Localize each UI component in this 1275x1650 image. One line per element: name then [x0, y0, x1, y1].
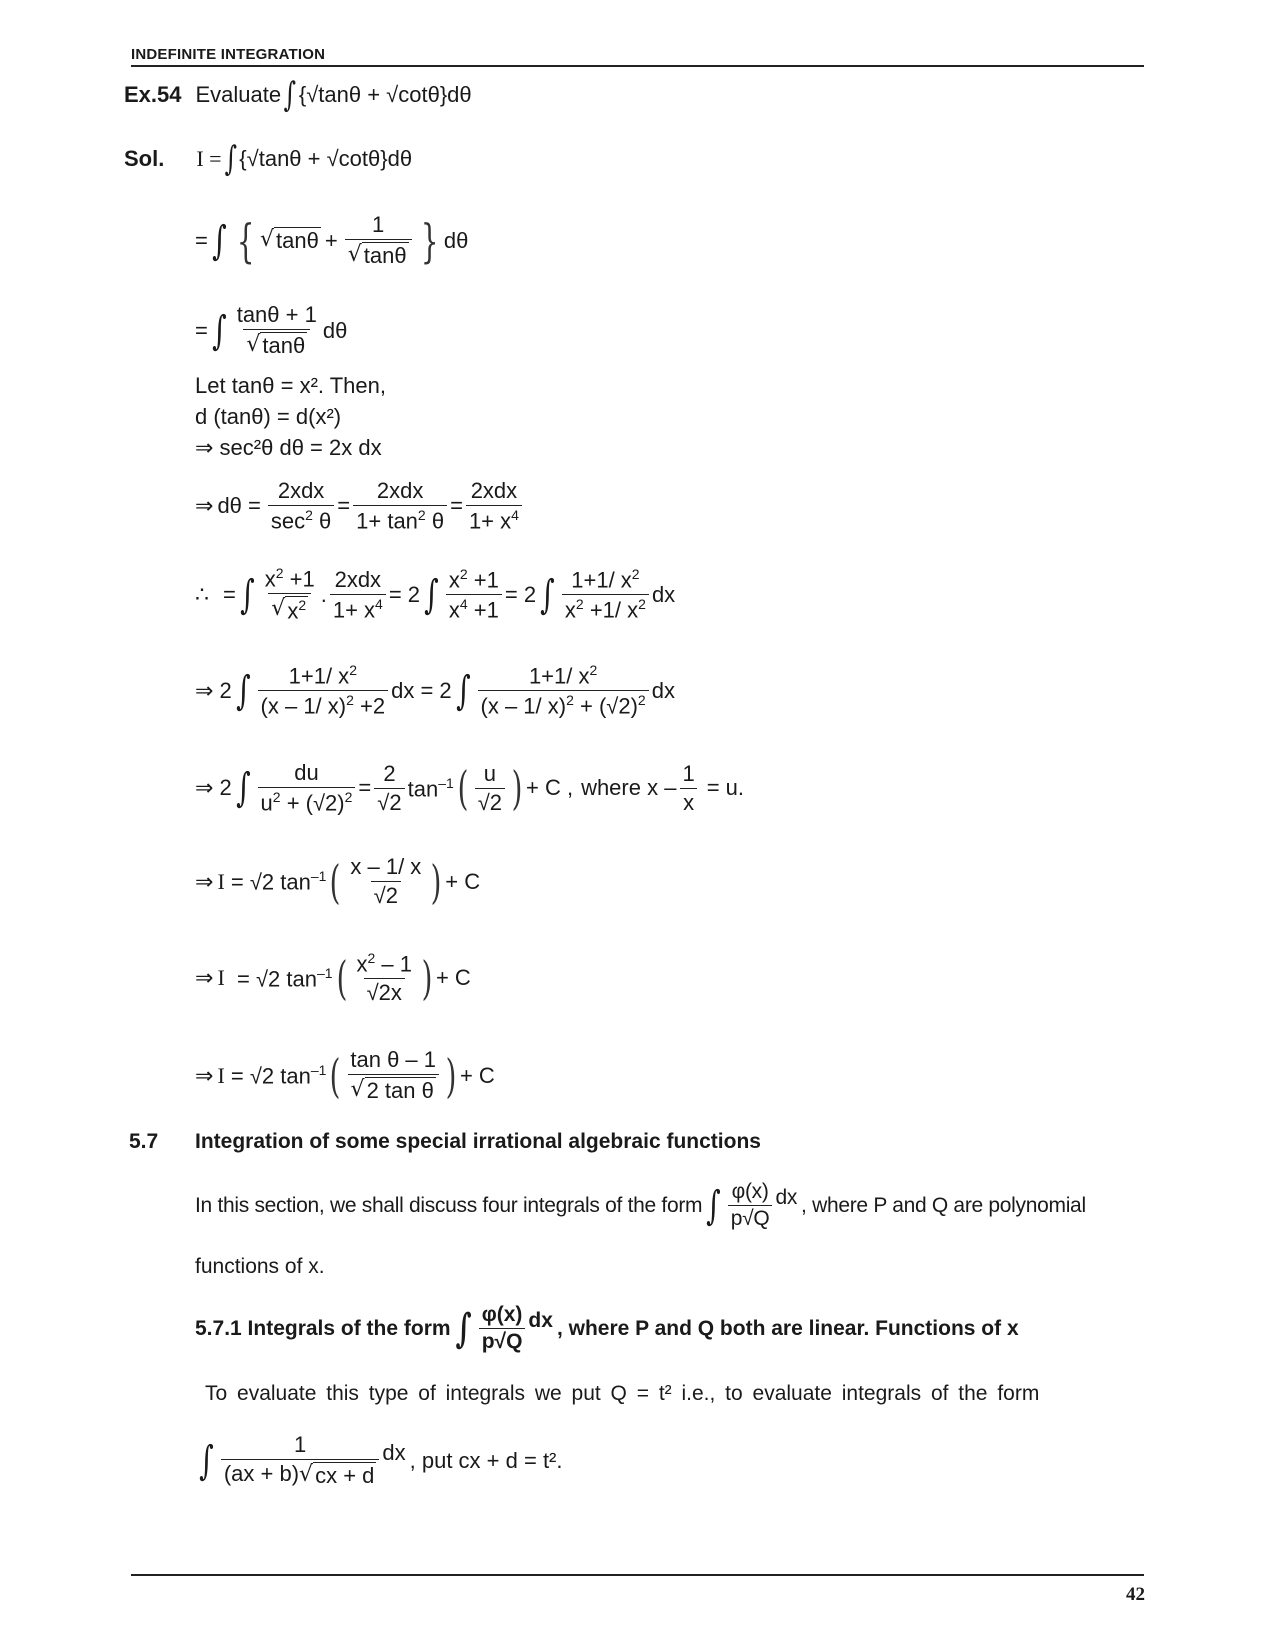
subsection-body-2-text: , put cx + d = t².	[409, 1447, 563, 1473]
implies-icon: ⇒	[195, 775, 214, 801]
constant-c: + C	[459, 1062, 495, 1088]
let-line-3: ⇒ sec²θ dθ = 2x dx	[195, 435, 382, 460]
fraction: x – 1/ x √2	[350, 854, 422, 908]
solution-line-1	[124, 139, 413, 179]
fraction: 2xdx $\sec^2 \theta$	[268, 478, 334, 534]
example-prompt: Evaluate	[195, 82, 282, 107]
equals: =	[195, 317, 208, 343]
integral-sign-icon: ∫	[235, 765, 251, 812]
let-line-2: d (tanθ) = d(x²)	[195, 404, 342, 429]
subsection-title-text: 5.7.1 Integrals of the form	[195, 1316, 451, 1340]
therefore-icon: ∴	[195, 581, 209, 607]
math-term: √ tanθ	[259, 227, 319, 253]
section-number: 5.7	[129, 1130, 159, 1153]
implies-icon: ⇒	[195, 965, 214, 991]
solution-integrand: {√tanθ + √cotθ}dθ	[239, 146, 413, 171]
equals-u: = u.	[706, 775, 745, 801]
intro-text: In this section, we shall discuss four integrals of the form	[195, 1193, 703, 1217]
fraction: $\frac{du}{u^2 + (√2)^2}$	[258, 760, 356, 816]
solution-line-2: = ∫ { √ tanθ + 1 √ tanθ } dθ	[195, 212, 469, 268]
fraction: 1+1/ $x^2$ (x – 1/ $x)^2 + (√2)^2$	[478, 662, 649, 720]
fraction: 1 (ax + b) √ cx + d	[221, 1432, 380, 1489]
equals: =	[195, 227, 208, 253]
integral-sign-icon: ∫	[424, 571, 439, 618]
integral-sign-icon: ∫	[199, 1437, 214, 1484]
fraction: 2xdx $1+ x^4$	[466, 478, 522, 534]
let-line-1: Let tanθ = x². Then,	[195, 373, 386, 398]
paren-icon: (	[330, 1048, 341, 1103]
constant-c: + C	[445, 868, 481, 894]
example-integrand: {√tanθ + √cotθ}dθ	[298, 82, 472, 107]
brace-icon: }	[420, 213, 438, 268]
solution-line-3: = ∫ tanθ + 1 √ tanθ dθ	[195, 302, 348, 358]
example-line	[124, 75, 472, 115]
integral-sign-icon: ∫	[455, 1304, 472, 1352]
integral-sign-icon: ∫	[283, 75, 297, 115]
header-rule	[131, 65, 1144, 67]
subsection-body-2: ∫ 1 (ax + b) √ cx + d dx , put cx + d = t².	[199, 1432, 563, 1488]
implies-icon: ⇒	[195, 1062, 214, 1088]
integral-sign-icon: ∫	[224, 139, 237, 179]
paren-icon: (	[330, 854, 341, 909]
fraction: $\frac{2}{√2}$	[374, 761, 404, 816]
solution-line-7: ⇒ I = √2 $\tan^{-1}$ ( x – 1/ x √2 ) + C	[195, 854, 481, 909]
implies-icon: ⇒	[195, 493, 214, 519]
paren-icon: )	[445, 1048, 457, 1103]
solution-line-therefore: ∴ = ∫ $x^2 +1$ √ $x^2$ . 2xdx $1+ x^4$ = 2 ∫ $\frac{x^2 +1}{x^4 +1}$ = 2 ∫ 1+1/ $x^2$ $x^2 +1/$ $x^2$ dx	[195, 565, 676, 624]
section-intro-line-2: functions of x.	[195, 1255, 325, 1278]
fraction: φ(x) p√Q	[728, 1180, 773, 1231]
paren-icon: )	[421, 951, 433, 1006]
fraction: tan θ – 1 √ 2 tan θ	[347, 1047, 439, 1104]
paren-icon: (	[457, 761, 469, 816]
fraction: $\frac{1}{x}$	[679, 761, 697, 816]
subsection-title: 5.7.1 Integrals of the form ∫ φ(x) p√Q dx , where P and Q both are linear. Functions of x	[195, 1303, 1019, 1353]
intro-text-after: , where P and Q are polynomial	[801, 1193, 1086, 1217]
subsection-title-after: , where P and Q both are linear. Functions of x	[556, 1316, 1019, 1340]
integral-sign-icon: ∫	[235, 667, 251, 714]
solution-label: Sol.	[124, 146, 165, 171]
integral-sign-icon: ∫	[239, 571, 255, 618]
constant-c: + C ,	[525, 775, 574, 801]
subsection-body-1: To evaluate this type of integrals we put Q = t² i.e., to evaluate integrals of the form	[205, 1382, 1040, 1405]
solution-line-6: ⇒ 2 ∫ $\frac{du}{u^2 + (√2)^2}$ = $\frac{2}{√2}$ $\tan^{-1}$ ( u √2 ) + C , where x – $\frac{1}{x}$ = u.	[195, 760, 745, 816]
fraction: $x^2 - 1$ √2x	[356, 950, 412, 1006]
brace-icon: {	[236, 213, 255, 268]
solution-line-dtheta: ⇒ dθ = 2xdx $\sec^2 \theta$ = 2xdx $1+ \tan^2 \theta$ = 2xdx $1+ x^4$	[195, 478, 525, 534]
constant-c: + C	[435, 965, 471, 991]
integral-sign-icon: ∫	[540, 571, 555, 618]
fraction: tanθ + 1 √ tanθ	[236, 302, 317, 358]
section-title: Integration of some special irrational algebraic functions	[195, 1130, 761, 1153]
running-header: INDEFINITE INTEGRATION	[131, 46, 326, 63]
paren-icon: (	[336, 951, 347, 1006]
where-text: where x –	[581, 775, 677, 801]
solution-line-8: ⇒ I = √2 $\tan^{-1}$ ( $x^2 - 1$ √2x ) + C	[195, 950, 471, 1006]
fraction: 1 √ tanθ	[345, 212, 412, 269]
implies-icon: ⇒	[195, 868, 214, 894]
integral-sign-icon: ∫	[455, 667, 471, 714]
fraction: 2xdx $1+ \tan^2 \theta$	[353, 478, 447, 534]
lhs-i: I =	[196, 146, 222, 171]
section-intro: In this section, we shall discuss four integrals of the form ∫ φ(x) p√Q dx , where P and Q are polynomial	[195, 1180, 1086, 1230]
paren-icon: )	[511, 761, 523, 816]
fraction: 1+1/ $x^2$ (x – 1/ x)$^2$ +2	[258, 662, 389, 720]
footer-rule	[131, 1574, 1144, 1576]
solution-line-5: ⇒ 2 ∫ 1+1/ $x^2$ (x – 1/ x)$^2$ +2 dx = 2 ∫ 1+1/ $x^2$ (x – 1/ $x)^2 + (√2)^2$ dx	[195, 662, 675, 719]
example-label: Ex.54	[124, 82, 182, 107]
fraction: 1+1/ $x^2$ $x^2 +1/$ $x^2$	[562, 566, 649, 624]
fraction: 2xdx $1+ x^4$	[330, 567, 386, 623]
fraction: $x^2 +1$ √ $x^2$	[264, 565, 315, 624]
implies-icon: ⇒	[195, 677, 214, 703]
solution-line-9: ⇒ I = √2 $\tan^{-1}$ ( tan θ – 1 √ 2 tan θ ) + C	[195, 1047, 495, 1103]
fraction: $\frac{x^2 +1}{x^4 +1}$	[446, 566, 502, 624]
page-number: 42	[1126, 1584, 1145, 1605]
integral-sign-icon: ∫	[211, 217, 227, 264]
integral-sign-icon: ∫	[211, 307, 227, 354]
fraction: φ(x) p√Q	[479, 1303, 526, 1354]
paren-icon: )	[430, 854, 442, 909]
fraction: u √2	[475, 761, 505, 816]
integral-sign-icon: ∫	[706, 1182, 721, 1229]
